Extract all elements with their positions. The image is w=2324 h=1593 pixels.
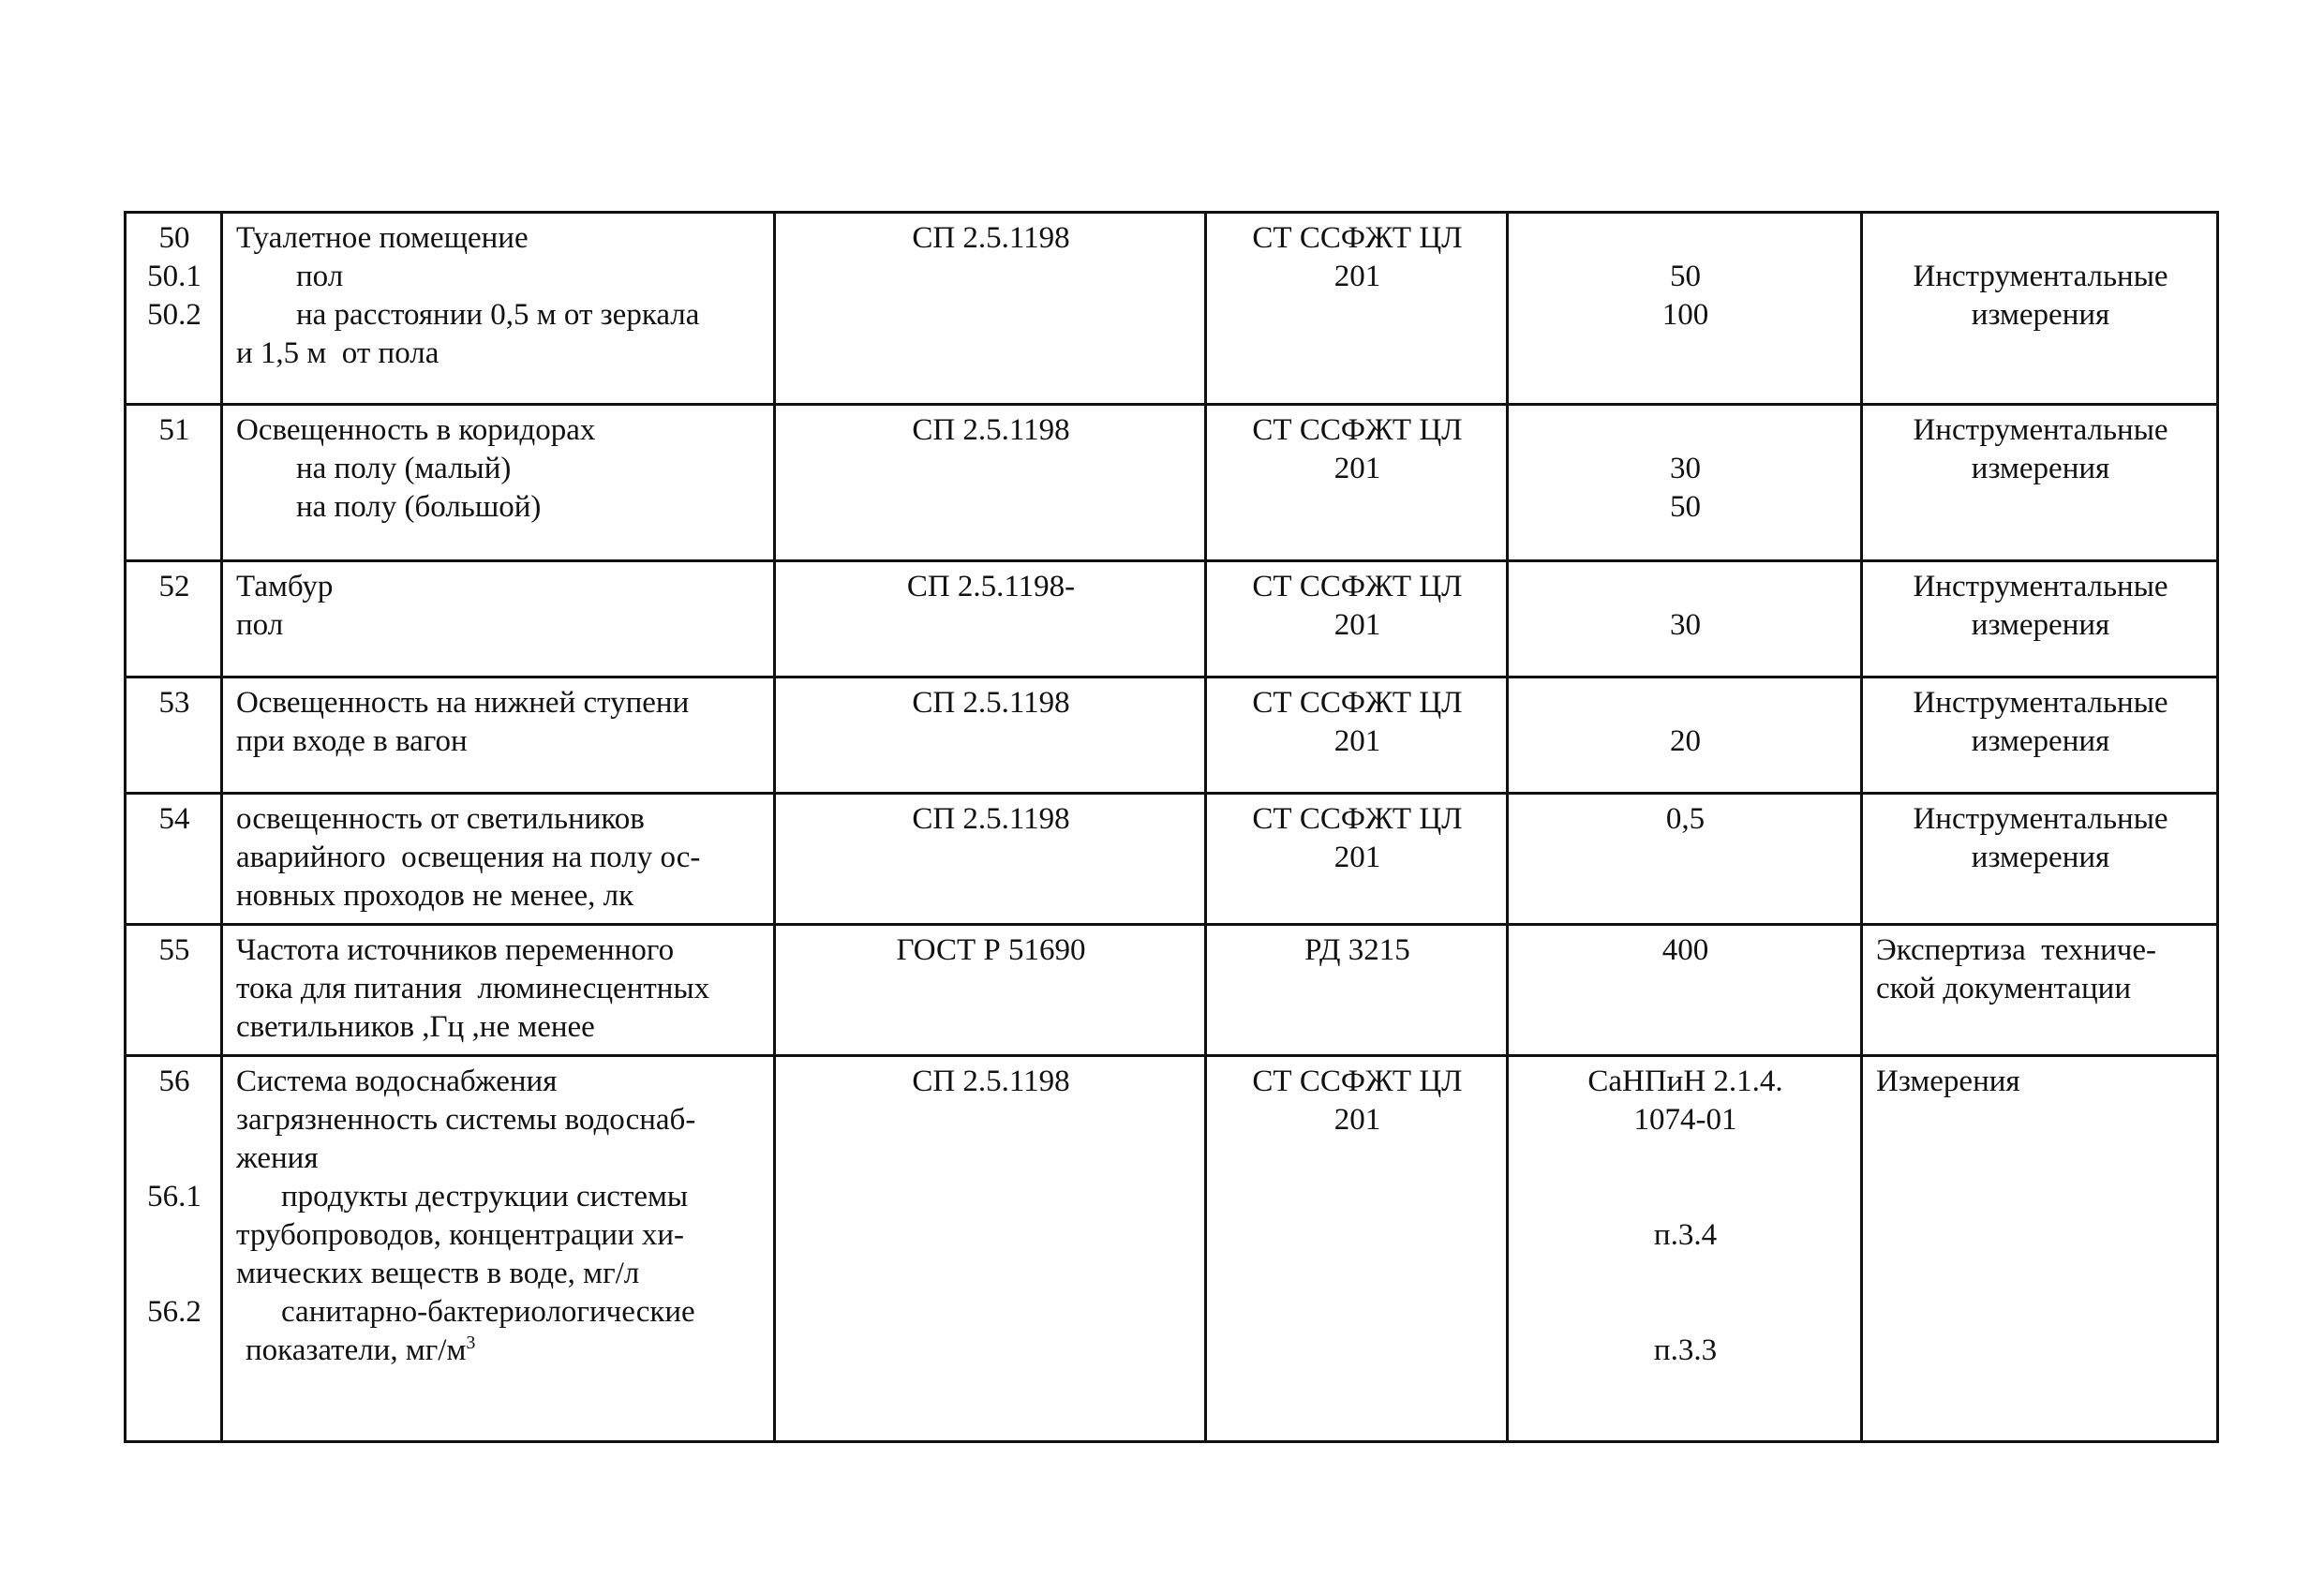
norm-document-cell (775, 213, 1206, 405)
norm-value (1522, 568, 1849, 606)
parameter-name: на полу (малый) (296, 452, 512, 485)
norm-value (1522, 1255, 1849, 1293)
method-document: 201 (1333, 452, 1381, 485)
parameter-name: Освещенность на нижней ступени (236, 686, 690, 720)
row-number (140, 1255, 209, 1293)
norm-value-cell (1508, 213, 1862, 405)
parameter-name-cell (222, 794, 775, 925)
control-method: измерения (1971, 841, 2110, 874)
norm-document-cell (775, 1056, 1206, 1442)
parameter-name-cell (222, 1056, 775, 1442)
table-row (126, 405, 2218, 561)
row-number: 50.1 (147, 260, 201, 293)
control-method-cell (1862, 677, 2218, 794)
parameter-name: и 1,5 м от пола (236, 336, 439, 370)
control-method-cell (1862, 925, 2218, 1056)
norm-value: 0,5 (1665, 802, 1706, 836)
parameter-name: трубопроводов, концентрации хи- (236, 1218, 685, 1252)
unit-superscript: 3 (466, 1332, 476, 1353)
norm-document-cell (775, 677, 1206, 794)
control-method: Измерения (1876, 1064, 2020, 1098)
table-row (126, 213, 2218, 405)
norm-value-cell (1508, 1056, 1862, 1442)
row-number: 50 (158, 221, 190, 255)
parameter-name-cell (222, 925, 775, 1056)
parameter-name-with-unit (236, 1332, 762, 1370)
row-number (140, 1216, 209, 1255)
parameter-name-cell (222, 213, 775, 405)
control-method-cell (1862, 1056, 2218, 1442)
row-number-cell (126, 561, 222, 677)
parameter-name: аварийного освещения на полу ос- (236, 841, 701, 874)
parameter-name: пол (236, 608, 284, 642)
row-number-cell (126, 1056, 222, 1442)
parameter-name-cell (222, 405, 775, 561)
norm-value: СаНПиН 2.1.4. (1587, 1064, 1783, 1098)
requirements-table (124, 211, 2219, 1443)
table-row (126, 794, 2218, 925)
norm-value-cell (1508, 405, 1862, 561)
control-method: Экспертиза техниче- (1876, 933, 2156, 967)
table-row (126, 561, 2218, 677)
method-document: 201 (1333, 260, 1381, 293)
row-number: 51 (158, 413, 190, 447)
parameter-name: на расстоянии 0,5 м от зеркала (296, 298, 700, 332)
control-method-cell (1862, 561, 2218, 677)
parameter-name: Система водоснабжения (236, 1064, 558, 1098)
method-document: СТ ССФЖТ ЦЛ (1252, 413, 1463, 447)
row-number: 54 (158, 802, 190, 836)
method-document-cell (1206, 561, 1508, 677)
norm-value-cell (1508, 561, 1862, 677)
norm-value: 400 (1661, 933, 1709, 967)
method-document: СТ ССФЖТ ЦЛ (1252, 1064, 1463, 1098)
norm-document: ГОСТ Р 51690 (896, 933, 1086, 967)
row-number: 52 (158, 570, 190, 603)
parameter-name: освещенность от светильников (236, 802, 645, 836)
row-number-cell (126, 213, 222, 405)
norm-document: СП 2.5.1198 (912, 1064, 1070, 1098)
row-number-cell (126, 925, 222, 1056)
parameter-name: пол (296, 260, 344, 293)
parameter-name: на полу (большой) (296, 490, 542, 524)
control-method: Инструментальные (1913, 413, 2168, 447)
control-method-cell (1862, 213, 2218, 405)
parameter-name: санитарно-бактериологические (281, 1295, 695, 1329)
norm-value-cell (1508, 677, 1862, 794)
parameter-name: тока для питания люминесцентных (236, 972, 710, 1005)
parameter-name-cell (222, 561, 775, 677)
row-number-cell (126, 794, 222, 925)
parameter-name: Освещенность в коридорах (236, 413, 596, 447)
parameter-name: показатели, мг/м (246, 1333, 467, 1367)
control-method: Инструментальные (1913, 260, 2168, 293)
row-number: 56.2 (147, 1295, 201, 1329)
control-method (1876, 219, 2205, 258)
control-method: измерения (1971, 724, 2110, 758)
method-document-cell (1206, 677, 1508, 794)
parameter-name: мических веществ в воде, мг/л (236, 1257, 640, 1290)
norm-value (1522, 684, 1849, 722)
norm-value: 1074-01 (1633, 1103, 1737, 1137)
row-number (140, 1101, 209, 1139)
control-method: Инструментальные (1913, 802, 2168, 836)
norm-value (1522, 1293, 1849, 1332)
row-number: 56 (158, 1064, 190, 1098)
norm-value: п.3.4 (1653, 1218, 1718, 1252)
method-document: СТ ССФЖТ ЦЛ (1252, 802, 1463, 836)
parameter-name: Туалетное помещение (236, 221, 529, 255)
norm-value-cell (1508, 925, 1862, 1056)
norm-value: 50 (1670, 490, 1701, 524)
norm-value: 20 (1670, 724, 1701, 758)
method-document-cell (1206, 925, 1508, 1056)
control-method: измерения (1971, 608, 2110, 642)
parameter-name: при входе в вагон (236, 724, 468, 758)
norm-document: СП 2.5.1198 (912, 802, 1070, 836)
norm-value: 30 (1670, 452, 1701, 485)
parameter-name: Частота источников переменного (236, 933, 675, 967)
norm-value (1522, 1178, 1849, 1216)
method-document-cell (1206, 213, 1508, 405)
norm-document: СП 2.5.1198- (906, 570, 1076, 603)
control-method: измерения (1971, 452, 2110, 485)
row-number: 50.2 (147, 298, 201, 332)
norm-value: п.3.3 (1653, 1333, 1718, 1367)
norm-document-cell (775, 561, 1206, 677)
table-row (126, 677, 2218, 794)
method-document: 201 (1333, 724, 1381, 758)
method-document: РД 3215 (1304, 933, 1410, 967)
norm-value (1522, 219, 1849, 258)
norm-value: 30 (1670, 608, 1701, 642)
norm-document-cell (775, 405, 1206, 561)
row-number: 53 (158, 686, 190, 720)
method-document: СТ ССФЖТ ЦЛ (1252, 570, 1463, 603)
row-number: 56.1 (147, 1180, 201, 1213)
method-document: 201 (1333, 1103, 1381, 1137)
norm-value (1522, 1139, 1849, 1178)
parameter-name: светильников ,Гц ,не менее (236, 1010, 595, 1044)
control-method: Инструментальные (1913, 570, 2168, 603)
row-number-cell (126, 405, 222, 561)
norm-value: 50 (1670, 260, 1701, 293)
method-document: 201 (1333, 608, 1381, 642)
norm-document-cell (775, 794, 1206, 925)
norm-document: СП 2.5.1198 (912, 221, 1070, 255)
parameter-name-cell (222, 677, 775, 794)
parameter-name: новных проходов не менее, лк (236, 879, 634, 913)
method-document-cell (1206, 794, 1508, 925)
method-document-cell (1206, 1056, 1508, 1442)
method-document-cell (1206, 405, 1508, 561)
norm-value (1522, 411, 1849, 450)
norm-value: 100 (1661, 298, 1709, 332)
control-method-cell (1862, 405, 2218, 561)
norm-document-cell (775, 925, 1206, 1056)
control-method: Инструментальные (1913, 686, 2168, 720)
control-method-cell (1862, 794, 2218, 925)
table-row (126, 925, 2218, 1056)
control-method: ской документации (1876, 972, 2131, 1005)
row-number (140, 1139, 209, 1178)
parameter-name: загрязненность системы водоснаб- (236, 1103, 696, 1137)
parameter-name: жения (236, 1141, 319, 1175)
row-number-cell (126, 677, 222, 794)
method-document: 201 (1333, 841, 1381, 874)
control-method: измерения (1971, 298, 2110, 332)
method-document: СТ ССФЖТ ЦЛ (1252, 686, 1463, 720)
norm-document: СП 2.5.1198 (912, 686, 1070, 720)
parameter-name: продукты деструкции системы (281, 1180, 689, 1213)
norm-value-cell (1508, 794, 1862, 925)
table-row (126, 1056, 2218, 1442)
method-document: СТ ССФЖТ ЦЛ (1252, 221, 1463, 255)
row-number: 55 (158, 933, 190, 967)
norm-document: СП 2.5.1198 (912, 413, 1070, 447)
parameter-name: Тамбур (236, 570, 334, 603)
